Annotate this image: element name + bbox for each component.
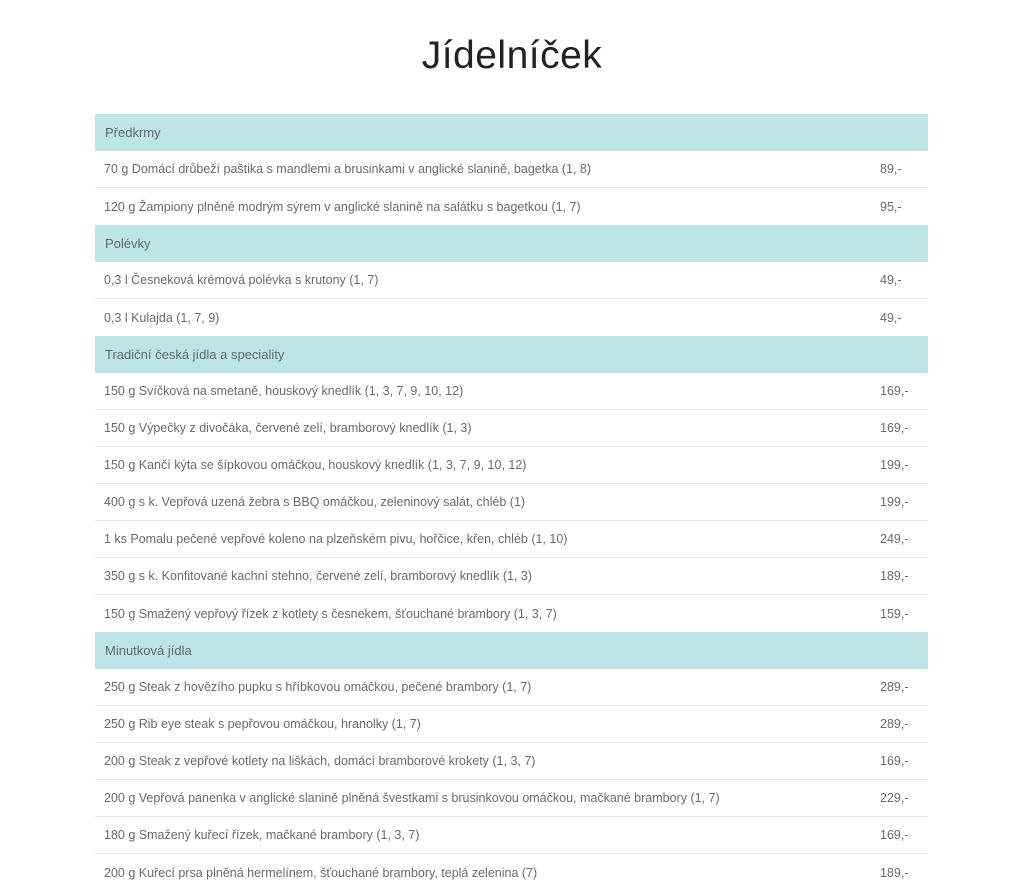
item-price: 289,- xyxy=(880,680,909,694)
menu-item xyxy=(95,780,928,817)
menu-item xyxy=(95,299,928,336)
item-name: 1 ks Pomalu pečené vepřové koleno na plzeňském pivu, hořčice, křen, chléb (1, 10) xyxy=(104,532,568,546)
menu-item xyxy=(95,262,928,299)
item-name: 150 g Smažený vepřový řízek z kotlety s česnekem, šťouchané brambory (1, 3, 7) xyxy=(104,606,557,621)
item-price: 169,- xyxy=(880,754,909,768)
item-price: 159,- xyxy=(880,606,909,621)
item-price: 95,- xyxy=(880,199,902,214)
item-price: 249,- xyxy=(880,532,909,546)
item-price: 169,- xyxy=(880,421,909,435)
item-price: 189,- xyxy=(880,569,909,583)
page-title: Jídelníček xyxy=(421,34,603,77)
menu-item xyxy=(95,151,928,188)
item-name: 200 g Steak z vepřové kotlety na liškách, domácí bramborové krokety (1, 3, 7) xyxy=(104,754,536,768)
item-name: 200 g Vepřová panenka v anglické slanině plněná švestkami s brusinkovou omáčkou, mačkané brambory (1, 7) xyxy=(104,791,720,805)
item-name: 0,3 l Kulajda (1, 7, 9) xyxy=(104,310,220,325)
item-name: 250 g Steak z hovězího pupku s hříbkovou omáčkou, pečené brambory (1, 7) xyxy=(104,680,532,694)
menu-item xyxy=(95,669,928,706)
item-price: 199,- xyxy=(880,458,909,472)
item-name: 0,3 l Česneková krémová polévka s krutony (1, 7) xyxy=(104,273,379,287)
item-price: 49,- xyxy=(880,273,902,287)
item-name: 400 g s k. Vepřová uzená žebra s BBQ omáčkou, zeleninový salát, chléb (1) xyxy=(104,495,526,509)
menu-item xyxy=(95,410,928,447)
item-name: 120 g Žampiony plněné modrým sýrem v anglické slanině na salátku s bagetkou (1, 7) xyxy=(104,199,581,214)
section-header-minutkova: Minutková jídla xyxy=(95,632,928,669)
menu-item xyxy=(95,706,928,743)
section-header-tradicni: Tradiční česká jídla a speciality xyxy=(95,336,928,373)
item-name: 150 g Kančí kýta se šípkovou omáčkou, houskový knedlík (1, 3, 7, 9, 10, 12) xyxy=(104,458,527,472)
item-name: 200 g Kuřecí prsa plněná hermelínem, šťouchané brambory, teplá zelenina (7) xyxy=(104,865,538,880)
item-price: 169,- xyxy=(880,828,909,842)
item-price: 89,- xyxy=(880,162,902,176)
item-name: 150 g Výpečky z divočáka, červené zelí, bramborový knedlík (1, 3) xyxy=(104,421,472,435)
item-price: 289,- xyxy=(880,717,909,731)
menu-item xyxy=(95,743,928,780)
item-price: 169,- xyxy=(880,384,909,398)
section-header-predkrmy: Předkrmy xyxy=(95,114,928,151)
item-name: 250 g Rib eye steak s pepřovou omáčkou, hranolky (1, 7) xyxy=(104,717,421,731)
menu-item xyxy=(95,595,928,632)
menu-item xyxy=(95,373,928,410)
menu-table xyxy=(95,114,928,882)
item-name: 150 g Svíčková na smetaně, houskový knedlík (1, 3, 7, 9, 10, 12) xyxy=(104,384,464,398)
item-price: 199,- xyxy=(880,495,909,509)
menu-item xyxy=(95,447,928,484)
item-price: 49,- xyxy=(880,310,902,325)
item-name: 350 g s k. Konfitované kachní stehno, červené zelí, bramborový knedlík (1, 3) xyxy=(104,569,533,583)
menu-item xyxy=(95,558,928,595)
item-name: 180 g Smažený kuřecí řízek, mačkané brambory (1, 3, 7) xyxy=(104,828,420,842)
item-price: 229,- xyxy=(880,791,909,805)
menu-item xyxy=(95,817,928,854)
item-name: 70 g Domácí drůbeží paštika s mandlemi a brusinkami v anglické slanině, bagetka (1, 8) xyxy=(104,162,592,176)
menu-item xyxy=(95,188,928,225)
section-header-polevky: Polévky xyxy=(95,225,928,262)
menu-item xyxy=(95,484,928,521)
menu-item xyxy=(95,521,928,558)
menu-item xyxy=(95,854,928,882)
item-price: 189,- xyxy=(880,865,909,880)
